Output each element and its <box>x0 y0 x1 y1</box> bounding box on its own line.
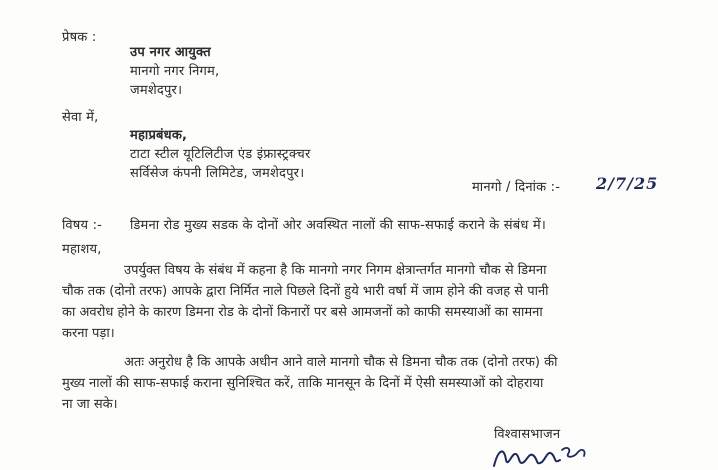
recipient-company-line1: टाटा स्टील यूटिलिटीज एंड इंफ्रास्ट्रक्चर <box>130 147 311 162</box>
sender-designation: उप नगर आयुक्त <box>130 45 211 60</box>
subject-text: डिमना रोड मुख्य सडक के दोनों ओर अवस्थित नालों की साफ-सफाई कराने के संबंध में। <box>130 218 547 233</box>
recipient-company-line2: सर्विसेज कंपनी लिमिटेड, जमशेदपुर। <box>130 166 305 181</box>
body-paragraph-1-line: करना पड़ा। <box>62 326 115 341</box>
sender-city: जमशेदपुर। <box>130 83 183 98</box>
dateline-handwritten-date: 2/7/25 <box>596 174 659 193</box>
body-paragraph-1 <box>62 260 662 344</box>
recipient-label: सेवा में, <box>62 110 99 125</box>
signature <box>488 440 598 470</box>
sender-office: मानगो नगर निगम, <box>130 64 220 79</box>
body-paragraph-1-line: उपर्युक्त विषय के संबंध में कहना है कि मानगो नगर निगम क्षेत्रान्तर्गत मानगो चौक से डिमना <box>124 263 547 278</box>
body-paragraph-2-line: ना जा सके। <box>62 397 118 412</box>
subject-label: विषय :- <box>62 218 103 233</box>
recipient-designation: महाप्रबंधक, <box>130 128 188 143</box>
dateline-label: मानगो / दिनांक :- <box>472 180 561 195</box>
body-paragraph-2 <box>62 352 662 415</box>
body-paragraph-1-line: का अवरोध होने के कारण डिमना रोड के दोनों किनारों पर बसे आमजनों को काफी समस्याओं का सामना <box>62 305 543 320</box>
sender-label: प्रेषक : <box>62 30 97 45</box>
body-paragraph-2-line: अतः अनुरोध है कि आपके अधीन आने वाले मानगो चौक से डिमना चौक तक (दोनो तरफ) की <box>124 355 558 370</box>
body-paragraph-1-line: चौक तक (दोनो तरफ) आपके द्वारा निर्मित नाले पिछले दिनों हुये भारी वर्षा में जाम होने की वजह से पानी <box>62 284 549 299</box>
body-paragraph-2-line: मुख्य नालों की साफ-सफाई कराना सुनिश्चित करें, ताकि मानसून के दिनों में ऐसी समस्याओं को दोहराया <box>62 376 544 391</box>
salutation: महाशय, <box>62 242 102 257</box>
closing: विश्वासभाजन <box>494 427 561 442</box>
